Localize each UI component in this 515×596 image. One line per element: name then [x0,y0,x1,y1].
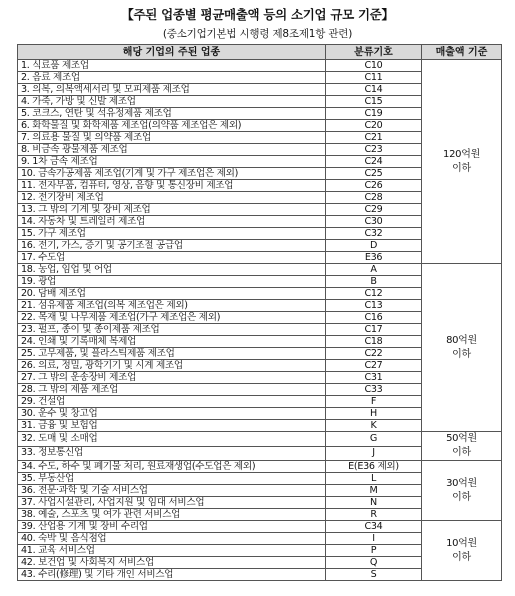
classification-code: C33 [326,384,422,396]
industry-name: 26. 의료, 정밀, 광학기기 및 시계 제조업 [18,360,326,372]
classification-code: S [326,569,422,581]
sales-criteria-line: 120억원 [443,148,480,160]
industry-name: 21. 섬유제품 제조업(의복 제조업은 제외) [18,300,326,312]
sales-criteria-line: 이하 [452,348,471,360]
sales-criteria-line: 이하 [452,551,471,563]
industry-name: 12. 전기장비 제조업 [18,192,326,204]
classification-code: C17 [326,324,422,336]
classification-code: C16 [326,312,422,324]
classification-code: C23 [326,144,422,156]
industry-name: 8. 비금속 광물제품 제조업 [18,144,326,156]
classification-code: L [326,473,422,485]
sales-criteria-line: 10억원 [446,537,477,549]
table-row [18,264,502,276]
industry-name: 14. 자동차 및 트레일러 제조업 [18,216,326,228]
industry-name: 17. 수도업 [18,252,326,264]
classification-code: E(E36 제외) [326,461,422,473]
classification-code: C28 [326,192,422,204]
classification-code: C34 [326,521,422,533]
sales-criteria-line: 이하 [452,162,471,174]
classification-code: G [326,432,422,447]
classification-code: M [326,485,422,497]
classification-code: C13 [326,300,422,312]
page-subtitle: (중소기업기본법 시행령 제8조제1항 관련) [162,28,353,40]
sales-criteria-line: 이하 [452,447,471,458]
page-title: 【주된 업종별 평균매출액 등의 소기업 규모 기준】 [121,7,394,22]
table-row [18,521,502,533]
classification-code: K [326,420,422,432]
sales-criteria [422,461,502,521]
industry-name: 10. 금속가공제품 제조업(기계 및 가구 제조업은 제외) [18,168,326,180]
classification-code: C21 [326,132,422,144]
industry-name: 37. 사업시설관리, 사업지원 및 임대 서비스업 [18,497,326,509]
industry-name: 24. 인쇄 및 기록매체 복제업 [18,336,326,348]
sales-criteria-line: 50억원 [446,433,477,444]
sales-criteria [422,432,502,461]
sales-criteria [422,521,502,581]
classification-code: C32 [326,228,422,240]
industry-name: 15. 가구 제조업 [18,228,326,240]
header-industry: 해당 기업의 주된 업종 [18,45,326,60]
industry-name: 18. 농업, 임업 및 어업 [18,264,326,276]
table-row [18,461,502,473]
classification-code: C19 [326,108,422,120]
industry-name: 40. 숙박 및 음식점업 [18,533,326,545]
industry-name: 9. 1차 금속 제조업 [18,156,326,168]
header-sales-criteria: 매출액 기준 [422,45,502,60]
industry-name: 33. 정보통신업 [18,446,326,461]
classification-code: H [326,408,422,420]
industry-name: 25. 고무제품, 및 플라스틱제품 제조업 [18,348,326,360]
classification-code: R [326,509,422,521]
classification-code: I [326,533,422,545]
industry-name: 32. 도매 및 소매업 [18,432,326,447]
classification-code: C27 [326,360,422,372]
industry-name: 28. 그 밖의 제품 제조업 [18,384,326,396]
industry-name: 38. 예술, 스포츠 및 여가 관련 서비스업 [18,509,326,521]
sales-criteria-line: 이하 [452,491,471,503]
table-row [18,60,502,72]
sales-criteria-line: 80억원 [446,334,477,346]
classification-code: C22 [326,348,422,360]
industry-name: 6. 화학물질 및 화학제품 제조업(의약품 제조업은 제외) [18,120,326,132]
industry-name: 31. 금융 및 보험업 [18,420,326,432]
classification-code: N [326,497,422,509]
classification-code: C31 [326,372,422,384]
table-header-row [18,45,502,60]
industry-name: 13. 그 밖의 기계 및 장비 제조업 [18,204,326,216]
industry-name: 36. 전문·과학 및 기술 서비스업 [18,485,326,497]
sales-criteria-line: 30억원 [446,477,477,489]
classification-code: J [326,446,422,461]
industry-name: 2. 음료 제조업 [18,72,326,84]
industry-name: 3. 의복, 의복액세서리 및 모피제품 제조업 [18,84,326,96]
classification-code: A [326,264,422,276]
industry-name: 23. 펄프, 종이 및 종이제품 제조업 [18,324,326,336]
industry-name: 20. 담배 제조업 [18,288,326,300]
header-code: 분류기호 [326,45,422,60]
classification-code: C18 [326,336,422,348]
classification-code: C10 [326,60,422,72]
industry-name: 4. 가죽, 가방 및 신발 제조업 [18,96,326,108]
industry-name: 35. 부동산업 [18,473,326,485]
industry-name: 19. 광업 [18,276,326,288]
classification-code: D [326,240,422,252]
classification-code: C24 [326,156,422,168]
classification-code: B [326,276,422,288]
industry-name: 29. 건설업 [18,396,326,408]
classification-code: C11 [326,72,422,84]
classification-code: E36 [326,252,422,264]
classification-code: C26 [326,180,422,192]
size-criteria-table [17,44,502,581]
industry-name: 11. 전자부품, 컴퓨터, 영상, 음향 및 통신장비 제조업 [18,180,326,192]
industry-name: 34. 수도, 하수 및 폐기물 처리, 원료재생업(수도업은 제외) [18,461,326,473]
industry-name: 41. 교육 서비스업 [18,545,326,557]
classification-code: C25 [326,168,422,180]
industry-name: 27. 그 밖의 운송장비 제조업 [18,372,326,384]
classification-code: C29 [326,204,422,216]
industry-name: 42. 보건업 및 사회복지 서비스업 [18,557,326,569]
sales-criteria [422,60,502,264]
industry-name: 7. 의료용 물질 및 의약품 제조업 [18,132,326,144]
industry-name: 1. 식료품 제조업 [18,60,326,72]
classification-code: C20 [326,120,422,132]
classification-code: Q [326,557,422,569]
sales-criteria [422,264,502,432]
classification-code: P [326,545,422,557]
industry-name: 22. 목재 및 나무제품 제조업(가구 제조업은 제외) [18,312,326,324]
industry-name: 43. 수리(修理) 및 기타 개인 서비스업 [18,569,326,581]
classification-code: F [326,396,422,408]
classification-code: C14 [326,84,422,96]
table-row [18,432,502,447]
industry-name: 16. 전기, 가스, 증기 및 공기조절 공급업 [18,240,326,252]
industry-name: 39. 산업용 기계 및 장비 수리업 [18,521,326,533]
industry-name: 5. 코크스, 연탄 및 석유정제품 제조업 [18,108,326,120]
classification-code: C30 [326,216,422,228]
classification-code: C15 [326,96,422,108]
classification-code: C12 [326,288,422,300]
industry-name: 30. 운수 및 창고업 [18,408,326,420]
